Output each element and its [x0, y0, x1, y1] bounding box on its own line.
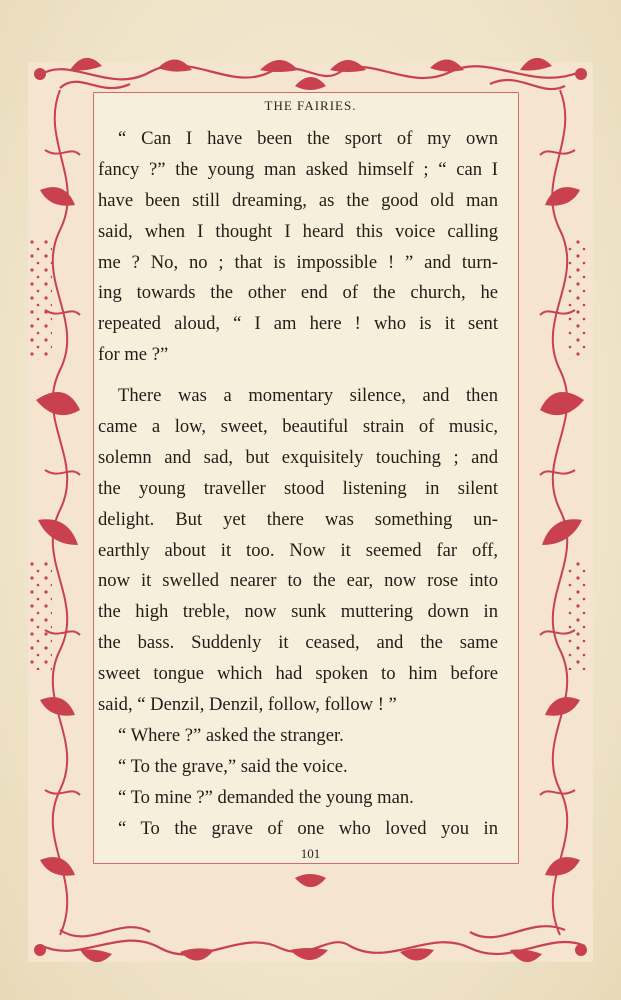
border-dots-right-2	[568, 560, 590, 670]
text-line: “ Where ?” asked the stranger.	[118, 724, 344, 746]
text-line: delight. But yet there was something un-	[98, 508, 498, 530]
border-dots-right-1	[568, 240, 590, 360]
text-line: fancy ?” the young man asked himself ; “ can I	[98, 158, 498, 180]
text-line: “ To the grave of one who loved you in	[118, 817, 498, 839]
text-line: “ To mine ?” demanded the young man.	[118, 786, 414, 808]
text-line: the high treble, now sunk muttering down in	[98, 601, 498, 623]
text-line: “ To the grave,” said the voice.	[118, 755, 348, 777]
text-line: for me ?”	[98, 344, 169, 366]
text-line: There was a momentary silence, and then	[118, 385, 498, 407]
text-line: said, “ Denzil, Denzil, follow, follow ! ”	[98, 694, 397, 716]
text-line: said, when I thought I heard this voice calling	[98, 220, 498, 242]
body-text	[98, 124, 498, 844]
text-line: sweet tongue which had spoken to him before	[98, 663, 498, 685]
text-line: now it swelled nearer to the ear, now rose into	[98, 570, 498, 592]
border-dots-left-1	[30, 240, 52, 360]
text-line: the young traveller stood listening in silent	[98, 477, 498, 499]
paragraph-gap	[98, 371, 498, 381]
text-line: solemn and sad, but exquisitely touching ; and	[98, 446, 498, 468]
border-dots-left-2	[30, 560, 52, 670]
running-head: THE FAIRIES.	[264, 98, 357, 113]
text-line: “ Can I have been the sport of my own	[118, 128, 498, 149]
text-line: came a low, sweet, beautiful strain of music,	[98, 416, 498, 438]
text-line: repeated aloud, “ I am here ! who is it sent	[98, 313, 498, 335]
page-number: 101	[300, 846, 321, 861]
text-line: me ? No, no ; that is impossible ! ” and turn-	[98, 251, 498, 273]
text-line: have been still dreaming, as the good old man	[98, 189, 498, 211]
text-line: earthly about it too. Now it seemed far off,	[98, 539, 498, 561]
text-line: the bass. Suddenly it ceased, and the same	[98, 632, 498, 654]
text-line: ing towards the other end of the church, he	[98, 282, 498, 304]
